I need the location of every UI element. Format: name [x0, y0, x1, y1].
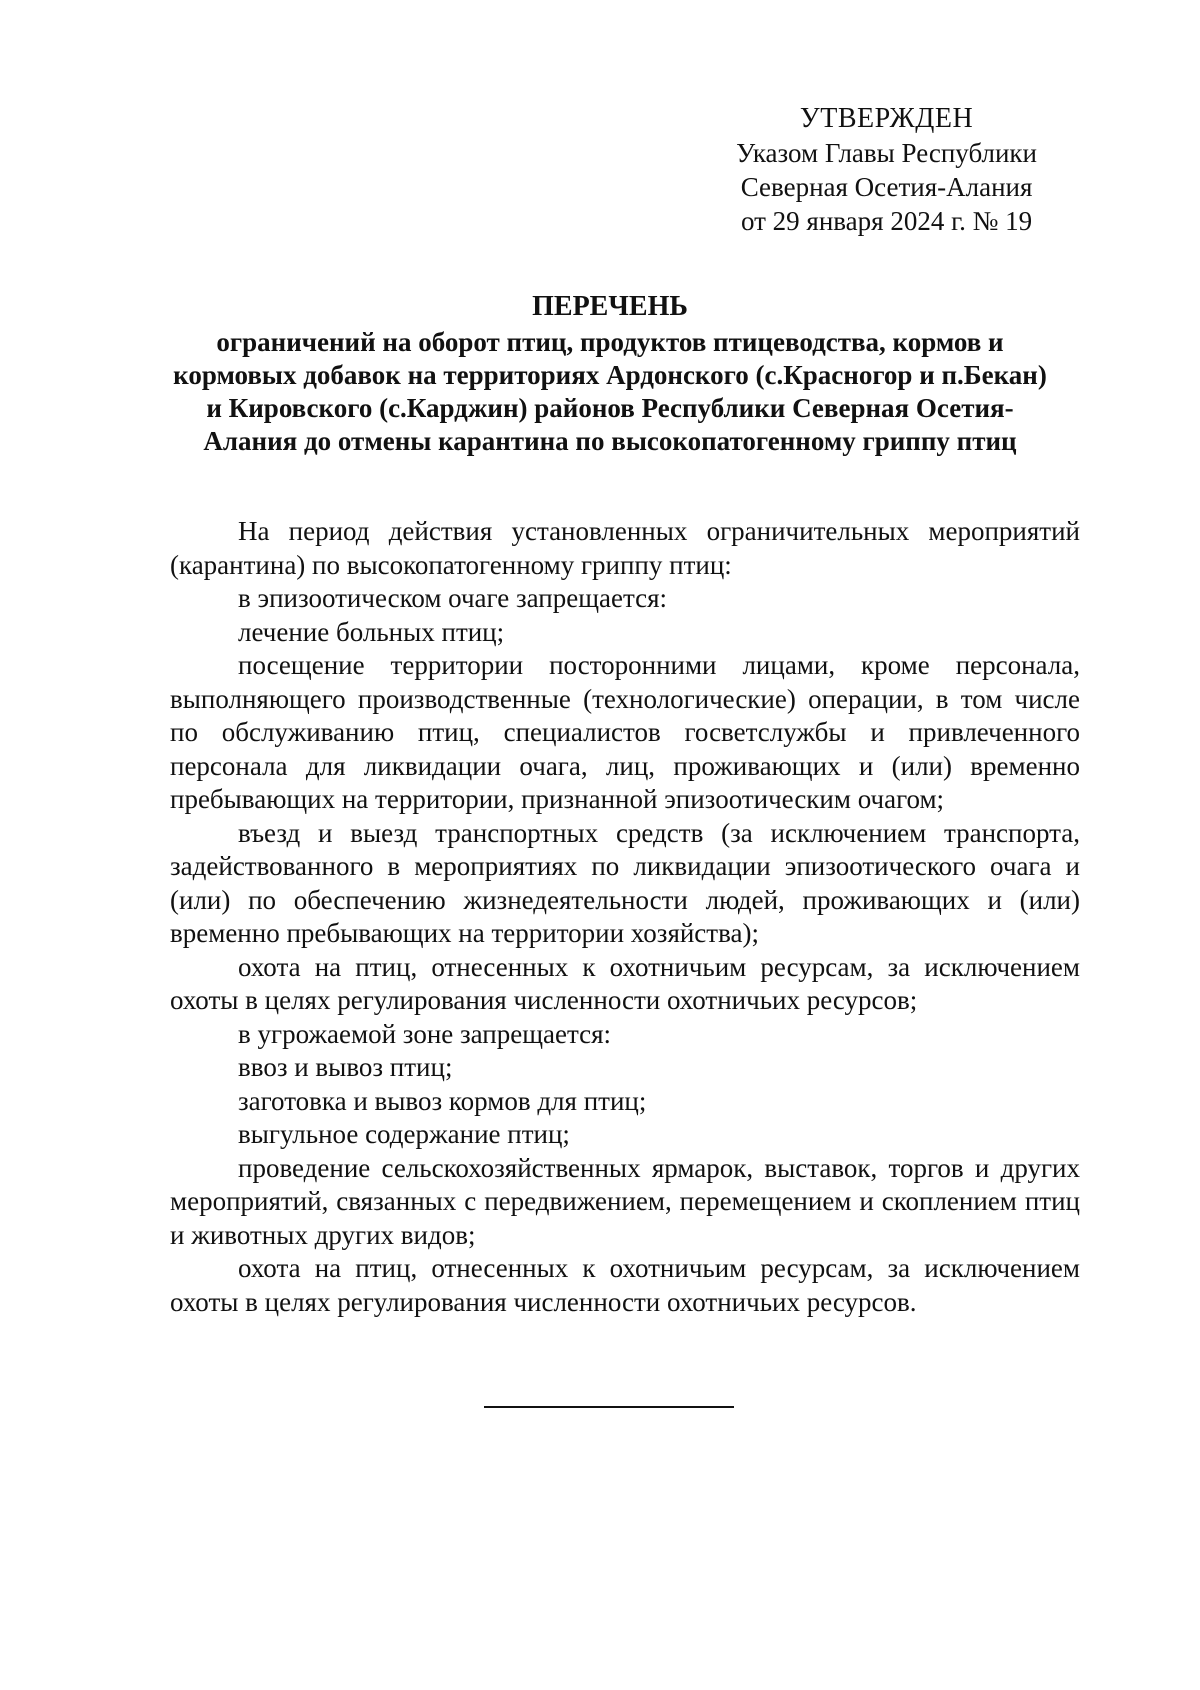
paragraph-hunting-focus: охота на птиц, отнесенных к охотничьим ресурсам, за исключением охоты в целях регулирования численности охотничьих ресурсов;	[170, 951, 1080, 1015]
approval-line-2: Северная Осетия-Алания	[740, 172, 1033, 202]
document-title: ПЕРЕЧЕНЬ	[532, 291, 688, 322]
paragraph-intro: На период действия установленных ограничительных мероприятий (карантина) по высокопатогенному гриппу птиц:	[170, 516, 1080, 580]
paragraph-focus-heading: в эпизоотическом очаге запрещается:	[238, 583, 668, 613]
approval-block	[736, 102, 1037, 238]
paragraph-import-export: ввоз и вывоз птиц;	[238, 1052, 453, 1082]
approval-line-1: Указом Главы Республики	[736, 138, 1037, 168]
approval-line-3: от 29 января 2024 г. № 19	[740, 206, 1033, 236]
paragraph-fairs: проведение сельскохозяйственных ярмарок, выставок, торгов и других мероприятий, связанных с передвижением, перемещением и скоплением птиц и животных других видов;	[170, 1152, 1080, 1250]
document-subtitle: ограничений на оборот птиц, продуктов птицеводства, кормов и кормовых добавок на территориях Ардонского (с.Красногор и п.Бекан) и Кировского (с.Карджин) районов Республики Северная Осетия-Алания до отмены карантина по высокопатогенному гриппу птиц	[173, 327, 1047, 456]
paragraph-free-range: выгульное содержание птиц;	[238, 1119, 570, 1149]
paragraph-visiting: посещение территории посторонними лицами, кроме персонала, выполняющего производственные (технологические) операции, в том числе по обслуживанию птиц, специалистов госветслужбы и привлеченного персонала для ликвидации очага, лиц, проживающих и (или) временно пребывающих на территории, признанной эпизоотическим очагом;	[170, 650, 1080, 814]
paragraph-treatment: лечение больных птиц;	[238, 616, 505, 647]
paragraph-threat-zone-heading: в угрожаемой зоне запрещается:	[238, 1018, 612, 1049]
closing-divider	[484, 1406, 734, 1408]
document-body	[170, 515, 1080, 1319]
approval-stamp: УТВЕРЖДЕН	[799, 103, 974, 134]
paragraph-vehicles: въезд и выезд транспортных средств (за исключением транспорта, задействованного в мероприятиях по ликвидации эпизоотического очага и (или) по обеспечению жизнедеятельности людей, проживающих и (или) временно пребывающих на территории хозяйства);	[170, 817, 1080, 948]
document-heading	[170, 290, 1050, 458]
paragraph-feed: заготовка и вывоз кормов для птиц;	[238, 1085, 647, 1116]
paragraph-hunting-threat-zone: охота на птиц, отнесенных к охотничьим ресурсам, за исключением охоты в целях регулирования численности охотничьих ресурсов.	[170, 1253, 1080, 1317]
